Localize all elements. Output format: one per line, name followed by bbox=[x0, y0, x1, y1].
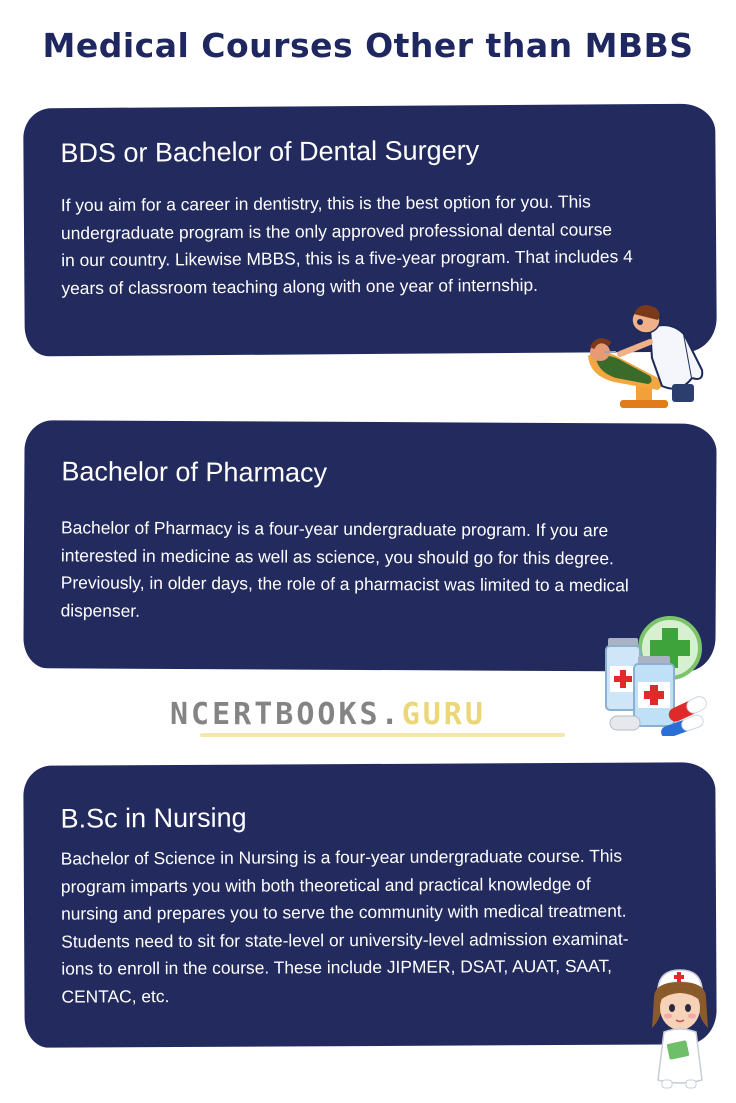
watermark-accent: GURU bbox=[401, 697, 486, 732]
card-heading: B.Sc in Nursing bbox=[60, 802, 247, 834]
card-text-line: dispenser. bbox=[60, 599, 140, 621]
card-heading: Bachelor of Pharmacy bbox=[61, 456, 328, 488]
card-text-line: If you aim for a career in dentistry, this is the best option for you. This bbox=[60, 191, 591, 216]
card-text-line: program imparts you with both theoretical and practical knowledge of bbox=[60, 873, 591, 897]
watermark-underline bbox=[200, 733, 565, 737]
watermark-logo bbox=[170, 697, 486, 732]
card-text-line: CENTAC, etc. bbox=[61, 985, 170, 1007]
page-title: Medical Courses Other than MBBS bbox=[42, 26, 694, 65]
card-text-line: undergraduate program is the only approved professional dental course bbox=[60, 218, 613, 243]
watermark-main: NCERTBOOKS. bbox=[170, 697, 402, 732]
card-description bbox=[61, 188, 702, 302]
card-text-line: years of classroom teaching along with one year of internship. bbox=[61, 274, 539, 298]
card-text-line: Previously, in older days, the role of a pharmacist was limited to a medical bbox=[60, 572, 629, 596]
card-text-line: in our country. Likewise MBBS, this is a five-year program. That includes 4 bbox=[61, 246, 633, 271]
card-text-line: nursing and prepares you to serve the community with medical treatment. bbox=[60, 900, 627, 924]
card-text-line: Bachelor of Science in Nursing is a four-year undergraduate course. This bbox=[60, 845, 623, 869]
card-text-line: Bachelor of Pharmacy is a four-year undergraduate program. If you are bbox=[61, 517, 609, 541]
course-card-nursing bbox=[23, 762, 716, 1048]
card-text-line: interested in medicine as well as science, you should go for this degree. bbox=[60, 544, 614, 568]
card-text-line: Students need to sit for state-level or university-level admission examinat- bbox=[61, 928, 629, 952]
card-heading: BDS or Bachelor of Dental Surgery bbox=[60, 135, 480, 169]
medicine-vials-illustration bbox=[604, 610, 712, 736]
nurse-illustration bbox=[646, 968, 712, 1090]
card-text-line: ions to enroll in the course. These include JIPMER, DSAT, AUAT, SAAT, bbox=[61, 955, 612, 979]
card-description bbox=[61, 842, 702, 1010]
dentist-illustration bbox=[580, 298, 716, 410]
